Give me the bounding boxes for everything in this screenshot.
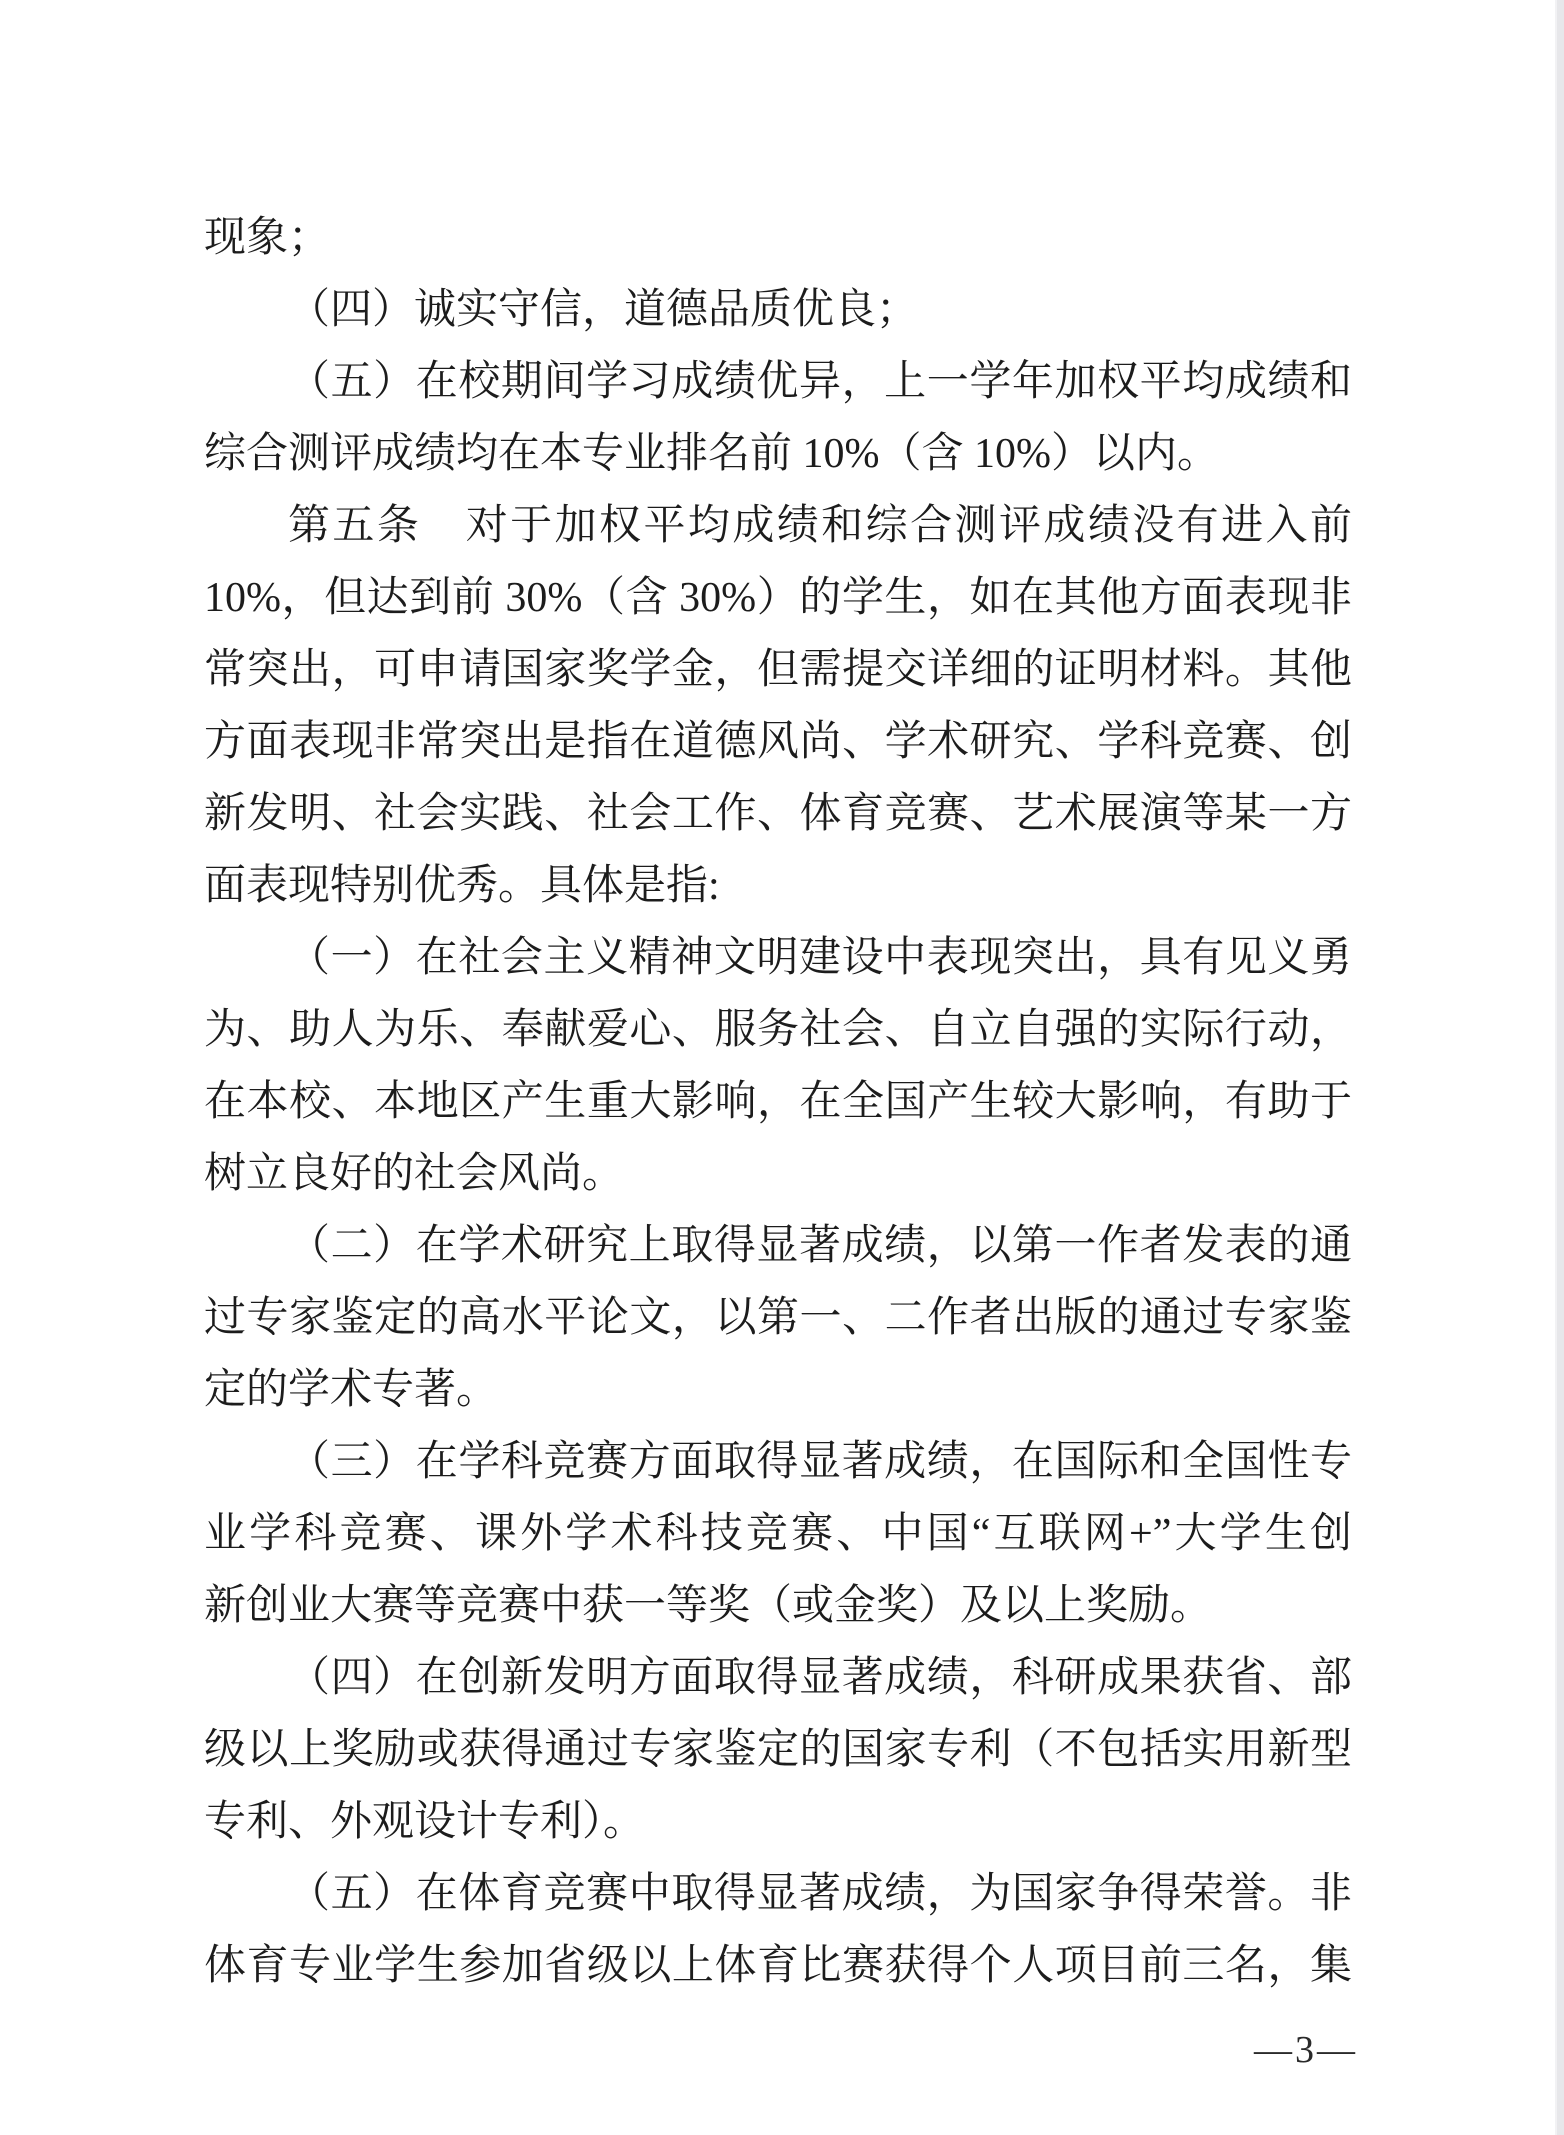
text-line: 定的学术专著。	[204, 1367, 499, 1413]
text-line: 业学科竞赛、课外学术科技竞赛、中国“互联网+”大学生创	[204, 1511, 1352, 1557]
text-line: 综合测评成绩均在本专业排名前 10%（含 10%）以内。	[204, 431, 1219, 477]
text-line: （四）在创新发明方面取得显著成绩，科研成果获省、部	[288, 1655, 1352, 1701]
text-line: 新发明、社会实践、社会工作、体育竞赛、艺术展演等某一方	[204, 791, 1352, 837]
document-body-text	[204, 202, 1352, 2002]
text-line: 为、助人为乐、奉献爱心、服务社会、自立自强的实际行动，	[204, 1007, 1352, 1053]
text-line: 树立良好的社会风尚。	[204, 1151, 625, 1197]
text-line: 级以上奖励或获得通过专家鉴定的国家专利（不包括实用新型	[204, 1727, 1352, 1773]
text-line: （一）在社会主义精神文明建设中表现突出，具有见义勇	[288, 935, 1352, 981]
text-line: （三）在学科竞赛方面取得显著成绩，在国际和全国性专	[288, 1439, 1352, 1485]
text-line: 专利、外观设计专利）。	[204, 1799, 646, 1845]
text-line: （五）在校期间学习成绩优异，上一学年加权平均成绩和	[288, 359, 1352, 405]
text-line: 10%，但达到前 30%（含 30%）的学生，如在其他方面表现非	[204, 575, 1352, 621]
text-line: 面表现特别优秀。具体是指:	[204, 863, 720, 909]
text-line: 常突出，可申请国家奖学金，但需提交详细的证明材料。其他	[204, 647, 1352, 693]
text-line: （四）诚实守信，道德品质优良；	[288, 287, 919, 333]
page-number: —3—	[1254, 2029, 1358, 2071]
text-line: 现象；	[204, 215, 331, 261]
text-line: 体育专业学生参加省级以上体育比赛获得个人项目前三名，集	[204, 1943, 1352, 1989]
text-line: 在本校、本地区产生重大影响，在全国产生较大影响，有助于	[204, 1079, 1352, 1125]
text-line: 过专家鉴定的高水平论文，以第一、二作者出版的通过专家鉴	[204, 1295, 1352, 1341]
text-line: 方面表现非常突出是指在道德风尚、学术研究、学科竞赛、创	[204, 719, 1352, 765]
scan-edge-artifact	[1555, 0, 1564, 2135]
text-line: （二）在学术研究上取得显著成绩，以第一作者发表的通	[288, 1223, 1352, 1269]
text-line: 第五条 对于加权平均成绩和综合测评成绩没有进入前	[288, 503, 1352, 549]
text-line: 新创业大赛等竞赛中获一等奖（或金奖）及以上奖励。	[204, 1583, 1213, 1629]
text-line: （五）在体育竞赛中取得显著成绩，为国家争得荣誉。非	[288, 1871, 1352, 1917]
